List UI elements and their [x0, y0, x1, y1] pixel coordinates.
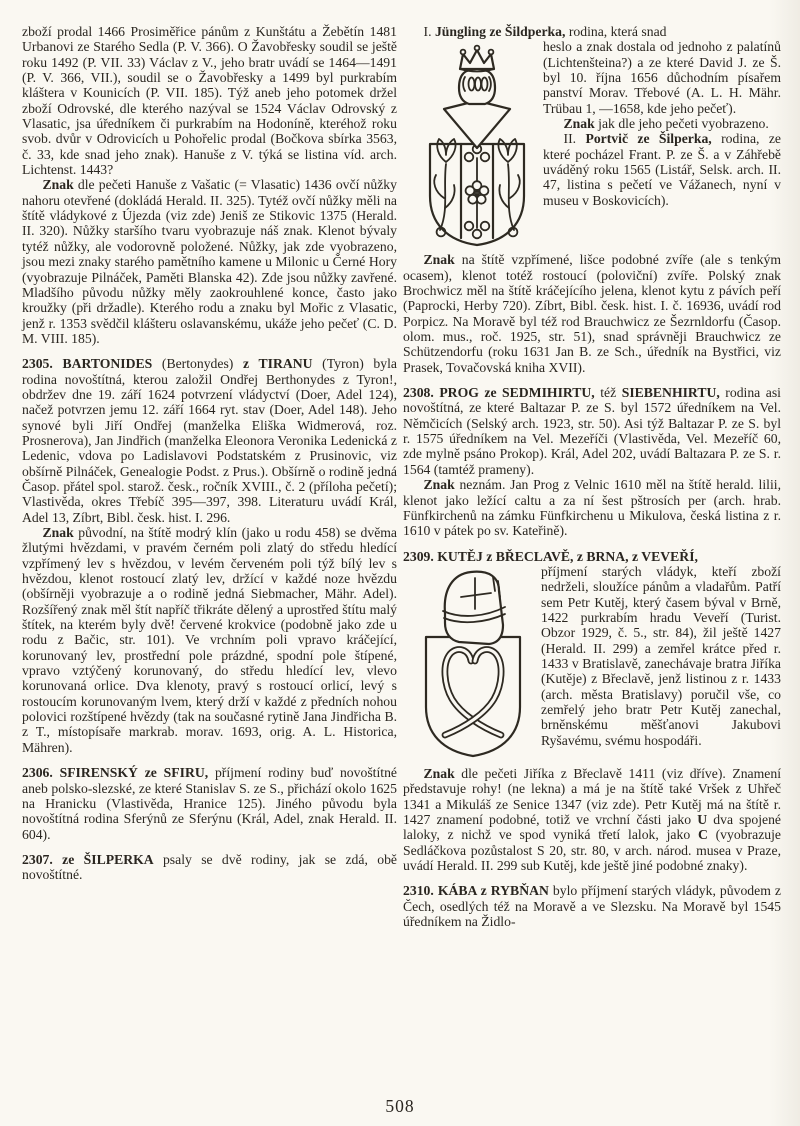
entry-2308-prog: 2308. PROG ze SEDMIHIRTU, též SIEBENHIRTU, rodina asi novoštítná, ze které Baltazar P. ze S. byl 1572 úředníkem na Vel. Němčicích (Selský arch. 1923, str. 50). Asi týž Baltazar P. ze S. byl r. 1575 úředníkem na Vel. Mezeříči (Vlastivěda, Vel. Mezeříč 60, zde mylně psáno Prokop). Král, Adel 202, uvádí Baltazara P. ze S. r. 1564 (tamtéž prameny). — [403, 385, 781, 477]
entry-2306-sfirensky: 2306. SFIRENSKÝ ze SFIRU, příjmení rodiny buď novoštítné aneb polsko-slezské, ze které Stanislav S. ze S., přichází okolo 1625 na Hranicku (Vlastivěda, Hranice 125). Jiného původu byla novoštítná rodina Sferýnů ze Sferýnu (Král, Adel, znak Herald. II. 604). — [22, 765, 397, 842]
left-column — [22, 24, 397, 929]
paragraph-znak-portvic: Znak na štítě vzpřímené, lišce podobné zvíře (ale s tenkým ocasem), klenot totéž rostoucí (poloviční) zvíře. Polský znak Brochwicz měl na štítě kráčejícího jelena, klenot kytu z pávích peří (Paprocki, Herby 720). Zíbrt, Bibl. česk. hist. I. č. 16936, uvádí rod Porpicz. Na Moravě byl též rod Brauchwicz ze Šezrnldorfu (Časop. olom. mus., roč. 1925, str. 51), snad správněji Brauchwicz ze Schützendorfu (roku 1631 Jan B. ze Sch., úředník na Bystřici, viz Prasek, Tovačovská kniha XVII). — [403, 252, 781, 375]
crown — [460, 46, 494, 72]
paragraph-znak-kutej: Znak dle pečeti Jiříka z Břeclavě 1411 (viz dříve). Znamení představuje rohy! (ne lekna) a má je na štítě také Vršek z Uhřeč 1341 a Mikuláš ze Senice 1347 (viz zde). Petr Kutěj má na štítě r. 1427 znamení podobné, totiž ve vrchní části jako U dva spojené laloky, z nichž ve spod vyniká třetí lalok, jako C (vyobrazuje Sedláčkova pozůstalost S 20, str. 80, v arch. národ. musea v Praze, uvádí Herald. II. 299 sub Kutěj, kde ještě jiné podobné znaky). — [403, 765, 781, 873]
entry-2309-kutej-heading: 2309. KUTĚJ z BŘECLAVĚ, z BRNA, z VEVEŘÍ, — [403, 548, 698, 564]
entry-jungling-heading: I. Jüngling ze Šildperka, rodina, která snad — [423, 24, 667, 39]
kutej-coat-of-arms-illustration — [423, 567, 523, 762]
kutej-section — [403, 564, 781, 766]
paragraph-znak-bartonides: Znak původní, na štítě modrý klín (jako u rodu 458) se dvěma žlutými hvězdami, v pravém černém poli zlatý do středu hledící vzpřímený lev s hvězdou, v levém červeném poli týž bílý lev s hvězdou, klenot rostoucí zlatý lev, držící v každé noze hvězdu (obšírněji vyobrazuje a o rodině jedná Siebmacher, Mähr. Adel). Rozšířený znak měl štít napříč třikráte dělený a uprostřed štítu malý štítek, na kterém byly dvě! červené krokvice (podobně jako zde u rodu z Bačic, str. 101). Ve vrchním poli vpravo kráčející, korunovaný lev, prostřední pole prázdné, spodní pole štípené, vpravo vztýčený korunovaný, do středu hledící lev, vlevo korunovaná orlice. Dva klenoty, pravý s rostoucí orlicí, levý s rostoucím korunovaným lvem, který drží v každé z předních nohou polovici rozštípené hvězdy (tak na současné rytině Jana Jindřicha B. z T., místopísaře markrab. morav. 1693, orig. A. L. Historica, Mähren). — [22, 525, 397, 755]
center-staff — [465, 145, 490, 239]
paragraph-znak-jungling: Znak jak dle jeho pečeti vyobrazeno. — [563, 116, 769, 132]
entry-portvic: II. Portvič ze Šilperka, rodina, ze které pocházel Frant. P. ze Š. a v Záhřebě uváděný roku 1565 (Listář, Selsk. arch. II. 47, listina s pečetí ve Vážanech, nyní v museu v Boskovicích). — [543, 131, 781, 208]
page-number: 508 — [385, 1095, 415, 1116]
paragraph-vlasatic-continuation: zboží prodal 1466 Prosiměřice pánům z Kunštátu a Žebětín 1481 Urbanovi ze Starého Sedla (P. V. 366). O Žavobřesky soudil se ještě roku 1492 (P. VII. 33) Václav z V., jeho bratr uvádí se 1464—1491 (P. V. 366, VII.), soudil se o Žavobřesky a 1499 byl purkrabím kláštera v Kounicích (P. VII. 185). Týž aneb jeho potomek držel zboží Odrovské, dle kterého nazýval se 1524 Václav Odrovský z Vlasatic, jsa úředníkem či purkrabím na Hodoníně, kteréhož roku svob. dvůr v Odrovicích u Pohořelic prodal (Bočkova sbírka 3563, č. 33, kde snad jeho znak). Hanuše z V. týká se listina víd. arch. Lichtenst. 1443? — [22, 24, 397, 178]
jungling-section — [403, 39, 781, 252]
entry-2310-kaba: 2310. KÁBA z RYBŇAN bylo příjmení starých vládyk, původem z Čech, osedlých též na Moravě a ve Slezsku. Na Moravě byl 1545 úředníkem na Židlo- — [403, 883, 781, 929]
paragraph-znak-prog: Znak neznám. Jan Prog z Velnic 1610 měl na štítě herald. lilii, klenot jako ležící caltu a za ní šest pštrosích per (arch. hrab. Fünfkirchenů na zámku Fünfkirchenu u Mikulova, česká listina z r. 1610 v pátek po sv. Kateřině). — [403, 477, 781, 539]
helm — [443, 572, 505, 644]
two-column-text — [22, 24, 781, 929]
paragraph-znak-vlasatic: Znak dle pečeti Hanuše z Vašatic (= Vlasatic) 1436 ovčí nůžky nahoru otevřené (dokládá Herald. II. 325). Tytéž ovčí nůžky měli na štítě vládykové z Újezda (viz zde) Jeniš ze Stikovic 1375 (Herald. II. 320). Nůžky staršího tvaru vyobrazuje náš znak. Klenot bývaly tytéž nůžky, ale vodorovně položené. Nůžky, jak zde vyobrazeno, jsou mezi znaky starého pamětního kamene u Milonic u Černé Hory (vyobrazuje Pilnáček, Paměti Blanska 42). Zde jsou nůžky zavřené. Mladšího původu nůžky měly zaokrouhlené konce, často jako kroužky (při držadle). Kterého rodu a znaku byl Mořic z Vlasatic, jenž r. 1353 svědčil klášteru oslavanskému, ukáže jeho pečeť (C. D. M. VIII. 185). — [22, 177, 397, 346]
right-column — [403, 24, 781, 929]
shield — [426, 637, 520, 756]
entry-jungling-body: heslo a znak dostala od jednoho z palatínů (Lichtenšteina?) a ze které David J. ze Š. byl 10. října 1656 důchodním písařem panství Morav. Třebové (A. L. H. Mähr. Trübau 1, —1658, kde jeho pečeť). — [543, 39, 781, 116]
entry-2309-kutej-body: příjmení starých vládyk, kteří zboží nedrželi, sloužíce pánům a vladařům. Patří sem Petr Kutěj, který časem býval v Brně, 1422 purkrabím hradu Veveří (Turist. Obzor 1929, č. 5., str. 84), žil ještě 1427 (Herald. II. 299) a zemřel krátce před r. 1433 v Bratislavě, zanechávaje bratra Jiříka (Kutěje) z Břeclavě, jenž listinou z r. 1433 (arch. města Bratislavy) poručil vše, co zemřelý jeho bratr Petr Kutěj zanechal, brněnskému měšťanovi Jakubovi Ryšavému, svému hospodáři. — [541, 563, 781, 748]
jungling-coat-of-arms-illustration — [427, 42, 527, 248]
mantling — [444, 103, 510, 148]
entry-2307-ze-silperka: 2307. ze ŠILPERKA psaly se dvě rodiny, jak se zdá, obě novoštítné. — [22, 851, 397, 883]
helm — [459, 69, 495, 104]
entry-2305-bartonides: 2305. BARTONIDES (Bertonydes) z TIRANU (Tyron) byla rodina novoštítná, kterou založil Ondřej Berthonydes z Tyron!, obdržev dne 19. září 1624 potvrzení vládyctví (Doer, Adel 124), načež potvrzen jemu 12. září 1664 ryt. stav (Doer, Adel 148). Jeho synové byli Jiří Ondřej (manželka Eliška Widmerová, roz. Prosnerova), Jan Jindřich (manželka Eleonora Veronika Ledenická z Ledenic, vdova po Ladislavovi Podstatském z Prusinovic, viz obšírně Pilnáček, Genealogie Podst. z Prus.). Obšírně o rodině jedná Časop. přátel spol. starož. česk., ročník XVIII., č. 2 (příloha pečetí); Vlastivěda, okres Třebíč 395—397, 398. Literaturu uvádí Král, Adel 13, Zíbrt, Bibl. česk. hist. I. 296. — [22, 356, 397, 525]
